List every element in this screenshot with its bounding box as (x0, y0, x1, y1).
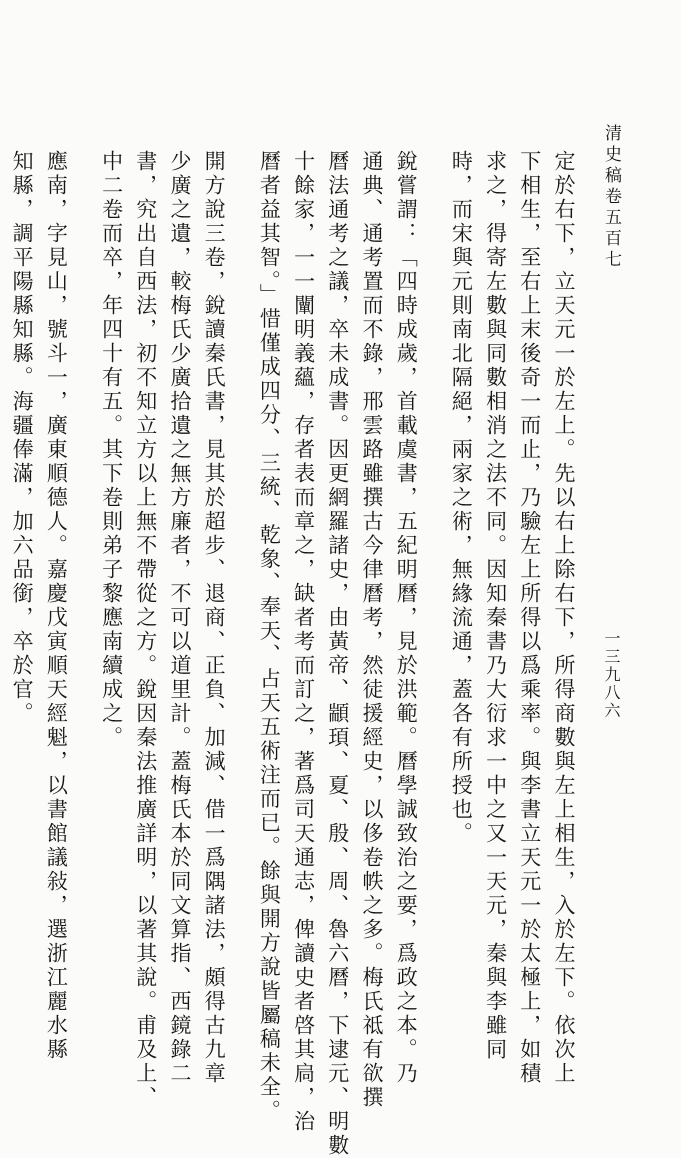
text-column: 開方說三卷，銳讀秦氏書，見其於超步、退商、正負、加減、借一爲隅諸法，頗得古九章 (202, 150, 227, 1086)
text-column: 曆者益其智。」惜僅成四分、三統、乾象、奉天、占天五術注而已。餘與開方說皆屬稿未全。 (257, 150, 282, 1124)
text-column: 求之，得寄左數與同數相消之法不同。因知秦書乃大衍求一中之又一天元，秦與李雖同 (483, 150, 508, 1062)
running-header: 清史稿卷五百七 (601, 124, 621, 271)
text-column: 應南，字見山，號斗一，廣東順德人。嘉慶戊寅順天經魁，以書館議敍，選浙江麗水縣 (44, 150, 69, 1062)
text-column: 書，究出自西法，初不知立方以上無不帶從之方。銳因秦法推廣詳明，以著其說。甫及上、 (133, 150, 158, 1110)
text-column: 十餘家，一一闡明義蘊，存者表而章之，缺者考而訂之，著爲司天通志，俾讀史者啓其扃，治 (291, 150, 316, 1134)
text-column: 銳嘗謂：「四時成歲，首載虞書，五紀明曆，見於洪範。曆學誠致治之要，爲政之本。乃 (394, 150, 419, 1086)
text-column: 通典、通考置而不錄，邢雲路雖撰古今律曆考，然徒援經史，以侈卷帙之多。梅氏祗有欲撰 (359, 150, 384, 1110)
text-column: 中二卷而卒，年四十有五。其下卷則弟子黎應南續成之。 (99, 150, 124, 750)
page-number: 一三九八六 (602, 630, 621, 720)
text-column: 時，而宋與元則南北隔絕，兩家之術，無緣流通，蓋各有所授也。 (449, 150, 474, 846)
text-column: 定於右下，立天元一於左上。先以右上除右下，所得商數與左上相生，入於左下。依次上 (552, 150, 576, 1086)
text-column: 知縣，調平陽縣知縣。海疆俸滿，加六品銜，卒於官。 (10, 150, 35, 726)
body-text (5, 150, 581, 1158)
text-column: 下相生，至右上末後奇一而止，乃驗左上所得以爲乘率。與李書立天元一於太極上，如積 (517, 150, 542, 1086)
text-column: 曆法通考之議，卒未成書。因更網羅諸史，由黃帝、顓頊、夏、殷、周、魯六曆，下逮元、明數 (325, 150, 350, 1158)
text-column: 少廣之遺，較梅氏少廣拾遺之無方廉者，不可以道里計。蓋梅氏本於同文算指、西鏡錄二 (167, 150, 192, 1086)
